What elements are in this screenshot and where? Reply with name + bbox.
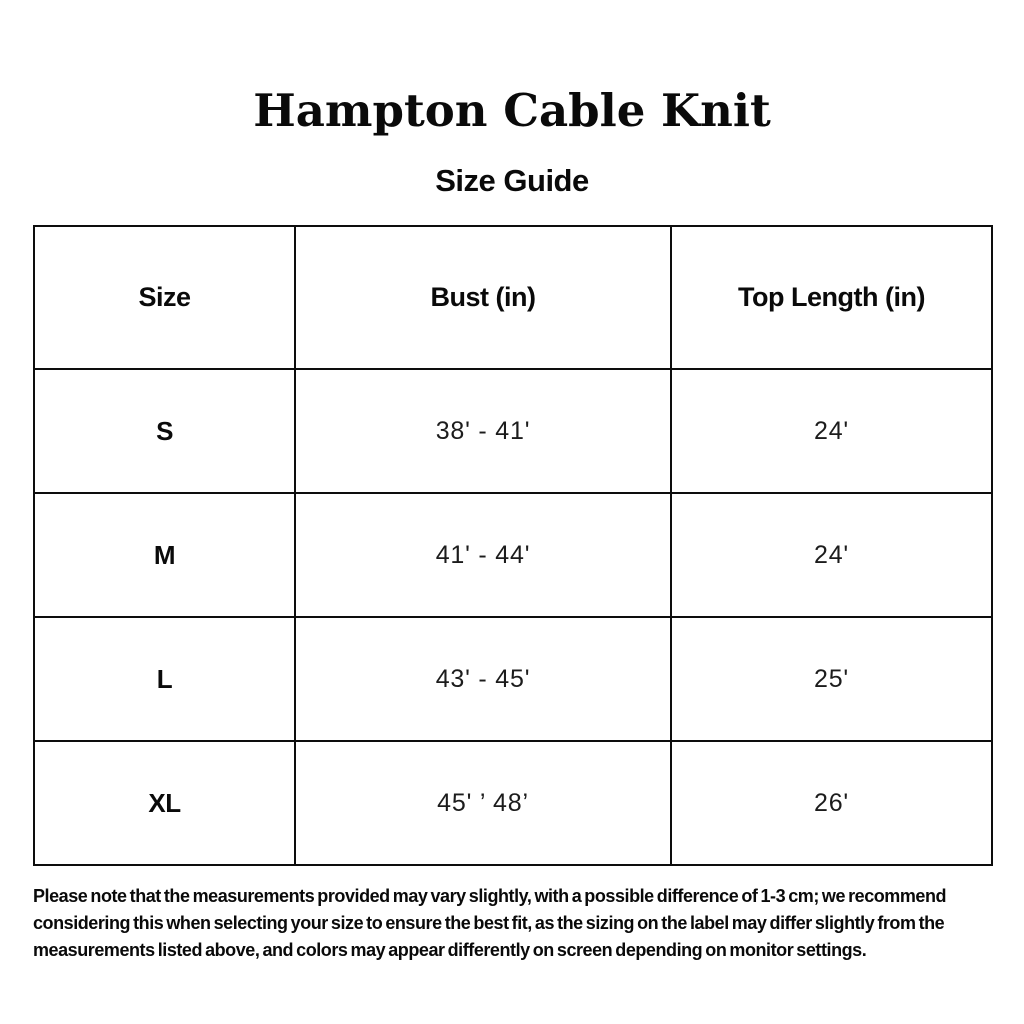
- top-length-value: 24': [671, 493, 992, 617]
- top-length-value: 26': [671, 741, 992, 865]
- size-value: M: [34, 493, 295, 617]
- bust-value: 45' ’ 48’: [295, 741, 671, 865]
- product-title: Hampton Cable Knit: [253, 84, 771, 137]
- column-header-bust: Bust (in): [295, 226, 671, 369]
- size-value: S: [34, 369, 295, 493]
- table-row-size-l: [34, 617, 992, 741]
- column-header-size: Size: [34, 226, 295, 369]
- table-row-size-xl: [34, 741, 992, 865]
- top-length-value: 24': [671, 369, 992, 493]
- column-header-top-length: Top Length (in): [671, 226, 992, 369]
- bust-value: 38' - 41': [295, 369, 671, 493]
- size-value: XL: [34, 741, 295, 865]
- size-value: L: [34, 617, 295, 741]
- table-row-size-m: [34, 493, 992, 617]
- bust-value: 43' - 45': [295, 617, 671, 741]
- size-chart-table: [33, 225, 993, 866]
- bust-value: 41' - 44': [295, 493, 671, 617]
- table-row-size-s: [34, 369, 992, 493]
- measurement-disclaimer: Please note that the measurements provided may vary slightly, with a possible difference of 1-3 cm; we recommend considering this when selecting your size to ensure the best fit, as the sizing on the label may differ slightly from the measurements listed above, and colors may appear differently on screen depending on monitor settings.: [33, 886, 947, 960]
- top-length-value: 25': [671, 617, 992, 741]
- size-guide-heading: Size Guide: [435, 163, 589, 198]
- table-header-row: [34, 226, 992, 369]
